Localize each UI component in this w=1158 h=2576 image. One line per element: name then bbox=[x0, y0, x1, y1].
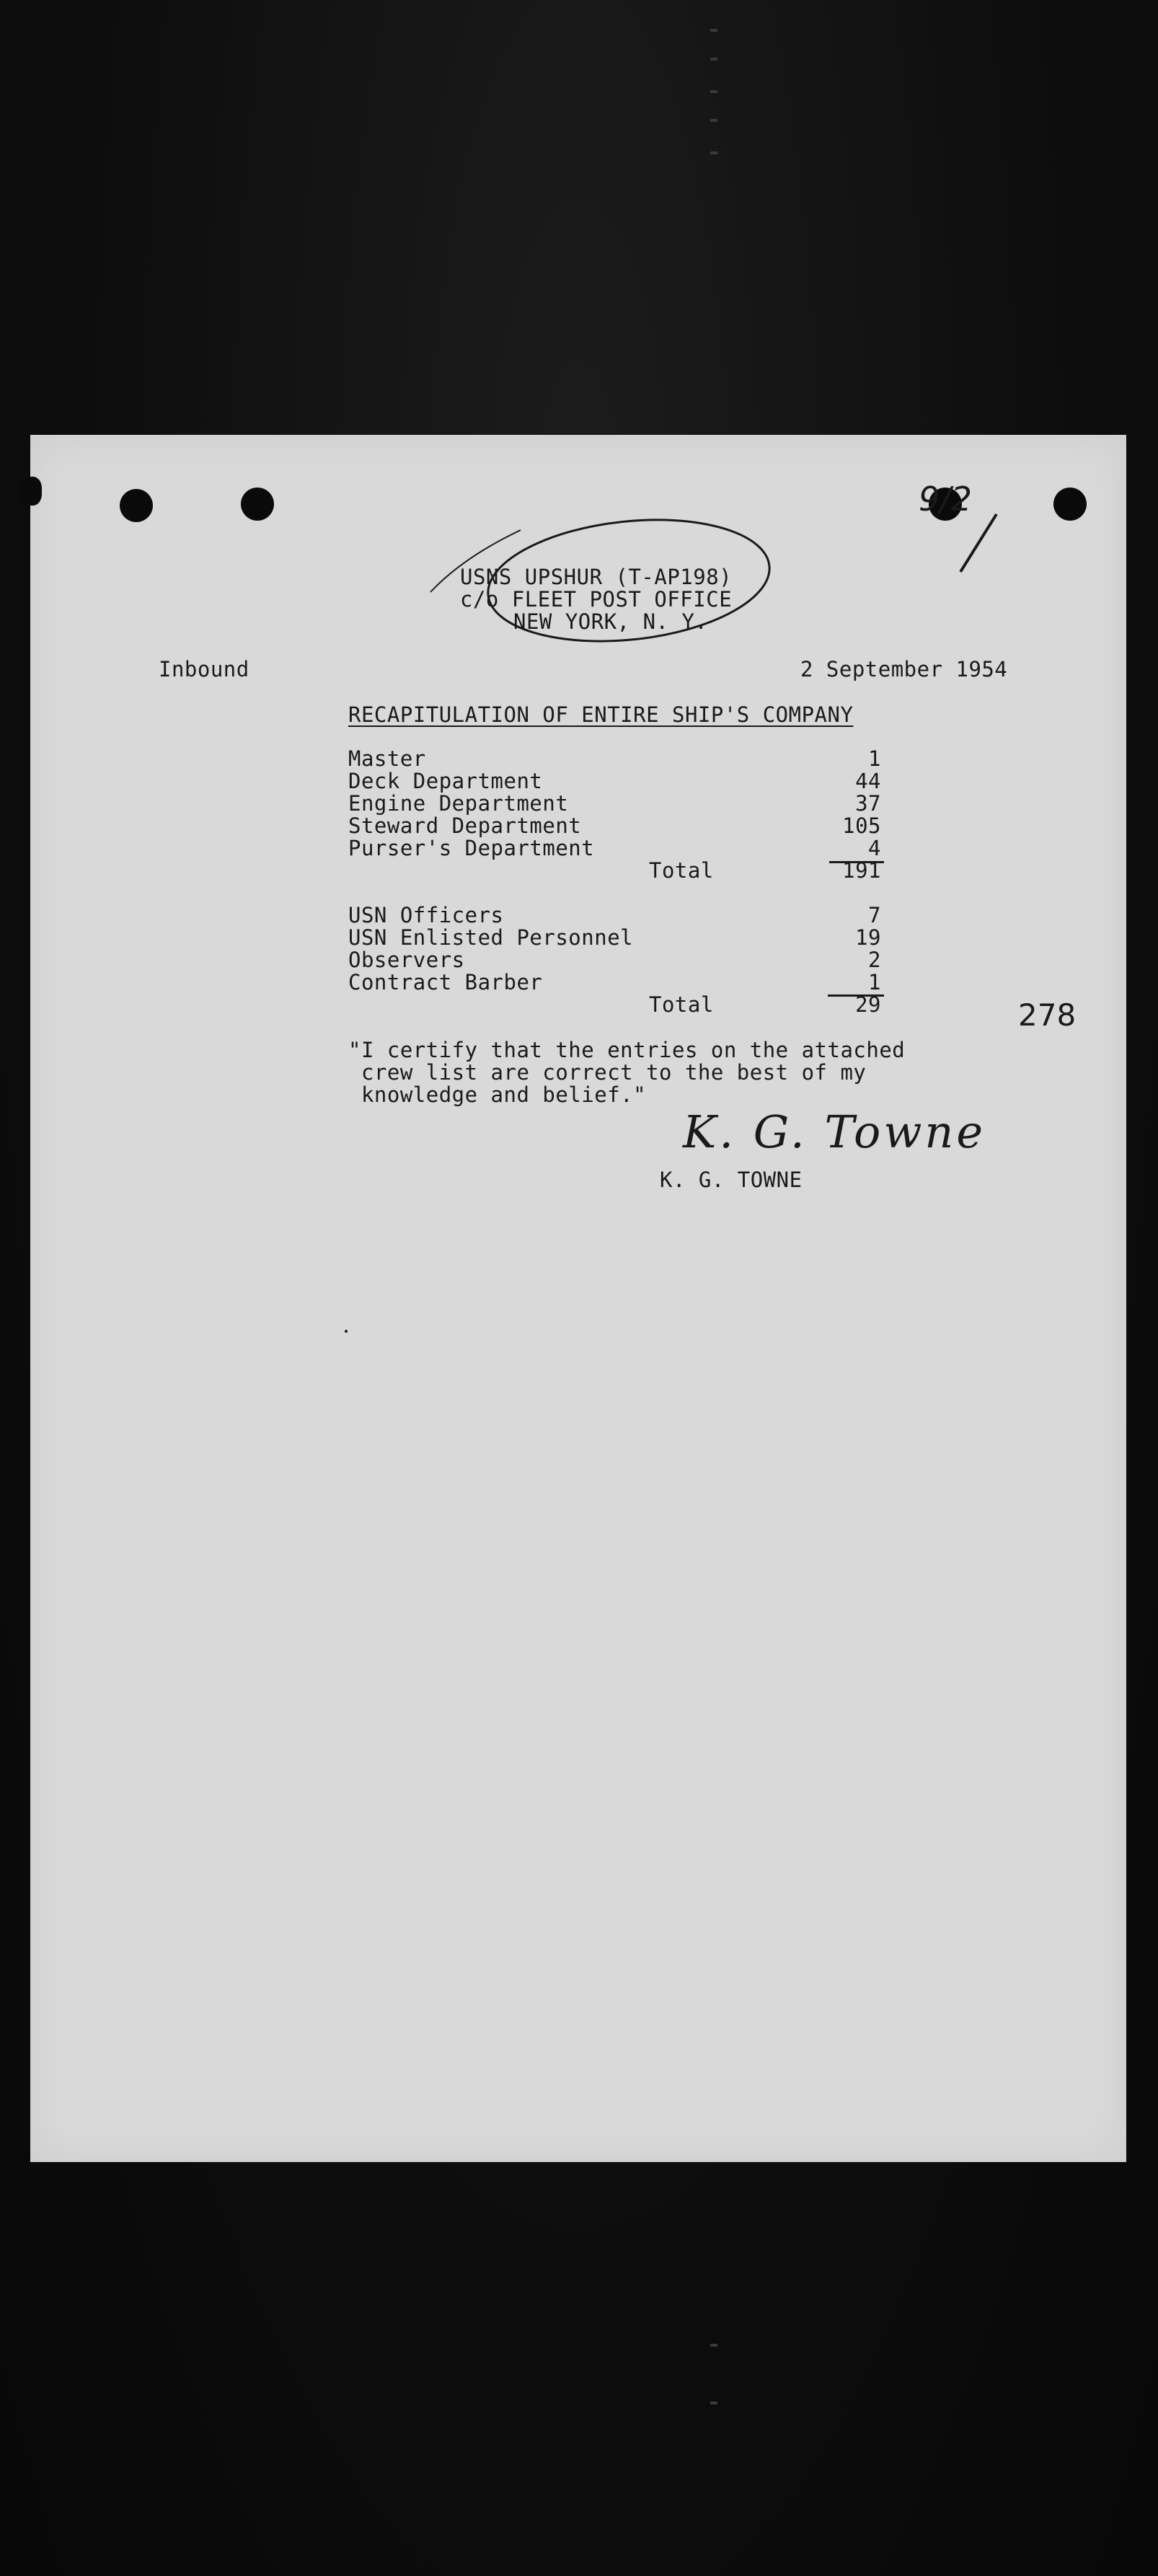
crew-row-label: Engine Department bbox=[348, 791, 569, 816]
film-mark bbox=[710, 151, 717, 154]
signature: K. G. Towne bbox=[683, 1106, 986, 1158]
film-mark bbox=[710, 90, 717, 93]
others-row-value: 2 bbox=[868, 948, 881, 972]
crew-row-value: 1 bbox=[868, 746, 881, 771]
pen-stroke bbox=[960, 514, 996, 572]
film-mark bbox=[710, 119, 717, 122]
crew-row-label: Steward Department bbox=[348, 813, 582, 838]
corner-mark: 9/2 bbox=[919, 480, 973, 519]
certification-line-2: crew list are correct to the best of my bbox=[348, 1060, 867, 1085]
certification-line-3: knowledge and belief." bbox=[348, 1082, 647, 1107]
others-row-value: 19 bbox=[855, 925, 881, 950]
letterhead-line-3: NEW YORK, N. Y. bbox=[513, 609, 708, 634]
crew-row-label: Deck Department bbox=[348, 769, 543, 793]
film-mark bbox=[710, 2344, 717, 2347]
letterhead-line-1: USNS UPSHUR (T-AP198) bbox=[460, 565, 733, 589]
stray-mark bbox=[345, 1330, 348, 1333]
document-page bbox=[30, 435, 1126, 2162]
signer-name: K. G. TOWNE bbox=[660, 1168, 803, 1192]
page-number: 278 bbox=[1018, 997, 1077, 1033]
others-row-value: 7 bbox=[868, 903, 881, 927]
others-row-label: USN Enlisted Personnel bbox=[348, 925, 634, 950]
crew-row-value: 44 bbox=[855, 769, 881, 793]
others-row-value: 1 bbox=[868, 970, 881, 994]
document-date: 2 September 1954 bbox=[800, 657, 1008, 682]
direction-label: Inbound bbox=[159, 657, 249, 682]
crew-row-value: 4 bbox=[868, 836, 881, 860]
others-row-label: Contract Barber bbox=[348, 970, 543, 994]
film-mark bbox=[710, 58, 717, 61]
others-total-label: Total bbox=[649, 992, 714, 1017]
crew-row-label: Purser's Department bbox=[348, 836, 595, 860]
crew-total-value: 191 bbox=[842, 858, 881, 883]
crew-row-value: 37 bbox=[855, 791, 881, 816]
letterhead-line-2: c/o FLEET POST OFFICE bbox=[460, 587, 733, 612]
film-mark bbox=[710, 2401, 717, 2404]
document-heading: RECAPITULATION OF ENTIRE SHIP'S COMPANY bbox=[348, 702, 854, 727]
others-total-value: 29 bbox=[855, 992, 881, 1017]
crew-total-label: Total bbox=[649, 858, 714, 883]
crew-row-label: Master bbox=[348, 746, 426, 771]
others-row-label: Observers bbox=[348, 948, 465, 972]
others-row-label: USN Officers bbox=[348, 903, 504, 927]
certification-line-1: "I certify that the entries on the attached bbox=[348, 1038, 906, 1062]
film-mark bbox=[710, 29, 717, 32]
crew-row-value: 105 bbox=[842, 813, 881, 838]
